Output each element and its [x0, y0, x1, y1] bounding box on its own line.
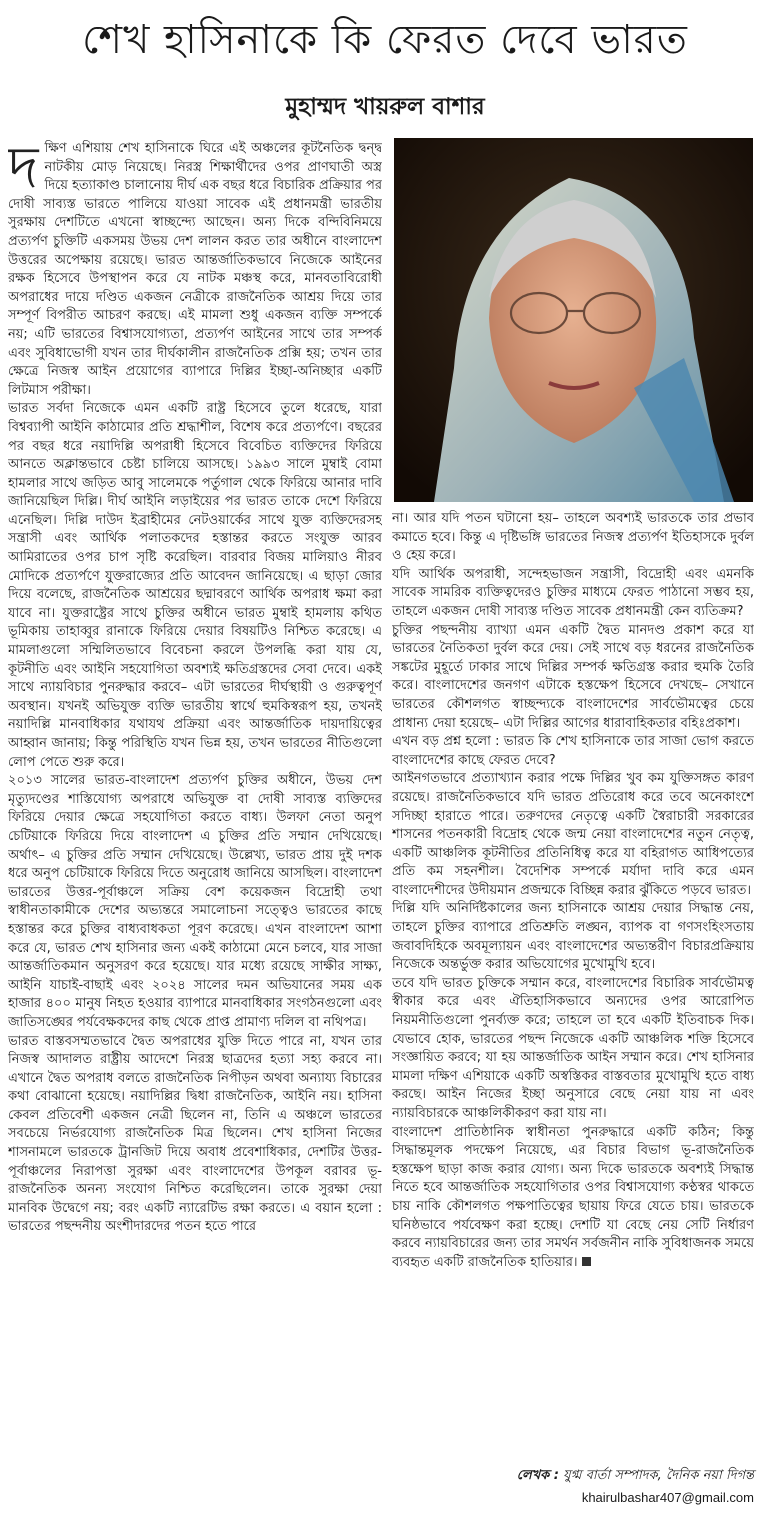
- paragraph-text: ক্ষিণ এশিয়ায় শেখ হাসিনাকে ঘিরে এই অঞ্চলের কূটনৈতিক দ্বন্দ্ব নাটকীয় মোড় নিয়েছে। নিরস্ত্র শিক্ষার্থীদের ওপর প্রাণঘাতী অস্ত্র দিয়ে হত্যাকাণ্ড চালানোয় দীর্ঘ এক বছর ধরে বিচারিক প্রক্রিয়ার পর দোষী সাব্যস্ত ভারতে পালিয়ে যাওয়া সাবেক এই প্রধানমন্ত্রী ভারতীয় সুরক্ষায় দেশটিতে এখনো স্বাচ্ছন্দ্যে আছেন। অন্য দিকে বন্দিবিনিময়ে প্রত্যর্পণ চুক্তিটি একসময় উভয় দেশ লালন করত তার অধীনে বাংলাদেশ উত্তরের অপেক্ষায় রয়েছে। ভারত আন্তর্জাতিকভাবে নিজেকে আইনের রক্ষক হিসেবে উপস্থাপন করে যে নাটক মঞ্চস্থ করে, মানবতাবিরোধী অপরাধের দায়ে দণ্ডিত একজন নেত্রীকে রাজনৈতিক আশ্রয় দিয়ে তার সম্পূর্ণ বিপরীত আচরণ করছে। এই মামলা শুধু একজন ব্যক্তি সম্পর্কে নয়; এটি ভারতের বিশ্বাসযোগ্যতা, প্রত্যর্পণ আইনের সাথে তার সম্পর্ক এবং সুবিধাভোগী যখন তার দীর্ঘকালীন রাজনৈতিক প্রক্সি হয়; তখন তার ক্ষেত্রে নিজস্ব আইন প্রয়োগের ব্যাপারে দিল্লির ইচ্ছা-অনিচ্ছার একটি লিটমাস পরীক্ষা।: [8, 141, 382, 398]
- article-column-left: [8, 140, 382, 1510]
- paragraph: [8, 140, 382, 400]
- end-mark-icon: [582, 1257, 591, 1266]
- paragraph: ২০১৩ সালের ভারত-বাংলাদেশ প্রত্যর্পণ চুক্তির অধীনে, উভয় দেশ মৃত্যুদণ্ডের শাস্তিযোগ্য অপরাধে অভিযুক্ত বা দোষী সাব্যস্ত ব্যক্তিদের ফিরিয়ে দেয়ার ক্ষেত্রে সহযোগিতা করতে বাধ্য। উলফা নেতা অনুপ চেটিয়াকে ফিরিয়ে দিয়ে বাংলাদেশ এ চুক্তির প্রতি সম্মান দেখিয়েছে। অর্থাৎ– এ চুক্তির প্রতি সম্মান দেখিয়েছে। উল্লেখ্য, ভারত প্রায় দুই দশক ধরে অনুপ চেটিয়াকে ফিরিয়ে দিতে অনুরোধ জানিয়ে আসছিল। বাংলাদেশ ভারতের উত্তর-পূর্বাঞ্চলে সক্রিয় বেশ কয়েকজন বিদ্রোহী তথা স্বাধীনতাকামীকে দেশের অভ্যন্তরে সমালোচনা সত্ত্বেও ভারতের কাছে হস্তান্তর করে চুক্তির বাধ্যবাধকতা পূরণ করেছে। এখন বাংলাদেশ আশা করে যে, ভারত শেখ হাসিনার জন্য একই কাঠামো মেনে চলবে, যার সাজা আন্তর্জাতিকমান অনুসরণ করে হয়েছে। যার মধ্যে রয়েছে সাক্ষীর সাক্ষ্য, আইনি যাচাই-বাছাই এবং ২০২৪ সালের দমন অভিযানের সময় এক হাজার ৪০০ মানুষ নিহত হওয়ার ব্যাপারে মানবাধিকার সংগঠনগুলো এবং জাতিসঙ্ঘের পর্যবেক্ষকদের কাছ থেকে প্রাপ্ত প্রামাণ্য দলিল বা নথিপত্র।: [8, 773, 382, 1030]
- headline: শেখ হাসিনাকে কি ফেরত দেবে ভারত: [82, 17, 688, 63]
- paragraph: না। আর যদি পতন ঘটানো হয়– তাহলে অবশ্যই ভারতকে তার প্রভাব কমাতে হবে। কিন্তু এ দৃষ্টিভঙ্গি ভারতের নিজস্ব প্রত্যর্পণ ইতিহাসকে দুর্বল ও হেয় করে।: [392, 511, 754, 564]
- portrait-photo: [394, 138, 753, 502]
- paragraph: দিল্লি যদি অনির্দিষ্টকালের জন্য হাসিনাকে আশ্রয় দেয়ার সিদ্ধান্ত নেয়, তাহলে চুক্তির ব্যাপারে প্রতিশ্রুতি লঙ্ঘন, ব্যাপক বা গণসংহিংসতায় জবাবদিহিকে অবমূল্যায়ন এবং বাংলাদেশের অভ্যন্তরীণ বিচারপ্রক্রিয়ায় নিজেকে অন্তর্ভুক্ত করার অভিযোগের মুখোমুখি হবে।: [392, 901, 754, 973]
- article-column-right: [392, 510, 754, 1465]
- paragraph: ভারত সর্বদা নিজেকে এমন একটি রাষ্ট্র হিসেবে তুলে ধরেছে, যারা বিশ্বব্যাপী আইনি কাঠামোর প্রতি শ্রদ্ধাশীল, বিশেষ করে প্রত্যর্পণে। বছরের পর বছর ধরে নয়াদিল্লি অপরাধী হিসেবে বিবেচিত ব্যক্তিদের ফিরিয়ে আনতে অক্লান্তভাবে চেষ্টা চালিয়ে আসছে। ১৯৯৩ সালে মুম্বাই বোমা হামলার সাথে জড়িত আবু সালেমকে পর্তুগাল থেকে ফিরিয়ে আনার দাবি জানিয়েছিল দিল্লি। দীর্ঘ আইনি লড়াইয়ের পর ভারত তাকে দেশে ফিরিয়ে এনেছিল। দিল্লি দাউদ ইব্রাহীমের নেটওয়ার্কের সাথে যুক্ত ব্যক্তিদেরসহ সন্ত্রাসী এবং আর্থিক পলাতকদের হস্তান্তর করতে সংযুক্ত আরব আমিরাতের ওপর চাপ সৃষ্টি করেছিল। বারবার বিজয় মালিয়াও নীরব মোদিকে প্রত্যর্পণে যুক্তরাজ্যের প্রতি আবেদন জানিয়েছে। এ ছাড়া জোর দিয়ে বলেছে, রাজনৈতিক আশ্রয়ের ছদ্মাবরণে আর্থিক অপরাধ ক্ষমা করা যাবে না। যুক্তরাষ্ট্রের সাথে চুক্তির অধীনে ভারত মুম্বাই হামলায় কথিত ভূমিকায় তাহাব্বুর রানাকে ফিরিয়ে দেয়ার বিষয়টিও নিশ্চিত করেছে। এ মামলাগুলো সম্মিলিতভাবে বিবেচনা করলে উপলব্ধি করা যায় যে, কূটনীতি এবং আইনি সহযোগিতা অবশ্যই ক্ষতিগ্রস্তদের সেবা দেবে। একই সাথে ন্যায়বিচার পুনরুদ্ধার করবে– এটা ভারতের দীর্ঘস্থায়ী ও গুরুত্বপূর্ণ অবস্থান। যখনই অভিযুক্ত ব্যক্তি ভারতীয় স্বার্থে হুমকিস্বরূপ হয়, তখনই নয়াদিল্লি মানবাধিকার যথাযথ প্রক্রিয়া এবং আন্তর্জাতিক দায়দায়িত্বের আহ্বান জানায়; কিন্তু পরিস্থিতি যখন ভিন্ন হয়, তখন ভারতের নীতিগুলো লোপ পেতে শুরু করে।: [8, 401, 382, 770]
- paragraph: এখন বড় প্রশ্ন হলো : ভারত কি শেখ হাসিনাকে তার সাজা ভোগ করতে বাংলাদেশের কাছে ফেরত দেবে?: [392, 734, 754, 768]
- paragraph: যদি আর্থিক অপরাধী, সন্দেহভাজন সন্ত্রাসী, বিদ্রোহী এবং এমনকি সাবেক সামরিক ব্যক্তিত্বদেরও চুক্তির মাধ্যমে ফেরত পাঠানো সম্ভব হয়, তাহলে একজন দোষী সাব্যস্ত দণ্ডিত সাবেক প্রধানমন্ত্রী কেন ব্যতিক্রম?: [392, 566, 754, 619]
- paragraph: [392, 1124, 754, 1273]
- paragraph-text: বাংলাদেশ প্রাতিষ্ঠানিক স্বাধীনতা পুনরুদ্ধারে একটি কঠিন; কিন্তু সিদ্ধান্তমূলক পদক্ষেপ নিয়েছে, এর বিচার বিভাগ ভূ-রাজনৈতিক হস্তক্ষেপ ছাড়া কাজ করার যোগ্য। অন্য দিকে ভারতকে অবশ্যই সিদ্ধান্ত নিতে হবে আন্তর্জাতিক সহযোগিতার ওপর বিশ্বাসযোগ্য কণ্ঠস্বর থাকতে চায় নাকি কৌশলগত পক্ষপাতিত্বের ছায়ায় ফিরে যেতে চায়। ভারতকে ঘনিষ্ঠভাবে পর্যবেক্ষণ করা হচ্ছে। দেশটি যা বেছে নেয় সেটি নির্ধারণ করবে ন্যায়বিচারের জন্য তার সমর্থন সর্বজনীন নাকি সুবিধাজনক সময়ে ব্যবহৃত একটি রাজনৈতিক হাতিয়ার।: [392, 1124, 754, 1270]
- paragraph: চুক্তির পছন্দনীয় ব্যাখ্যা এমন একটি দ্বৈত মানদণ্ড প্রকাশ করে যা ভারতের নৈতিকতা দুর্বল করে দেয়। সেই সাথে বড় ধরনের রাজনৈতিক সঙ্কটের মুহূর্তে ঢাকার সাথে দিল্লির সম্পর্ক ক্ষতিগ্রস্ত করার হুমকি তৈরি করে। বাংলাদেশের জনগণ এটাকে হস্তক্ষেপ হিসেবে দেখছে– সেখানে ভারতের কৌশলগত স্বাচ্ছন্দ্যকে বাংলাদেশের সার্বভৌমত্বের চেয়ে প্রাধান্য দেয়া হয়েছে– এটা দিল্লির আগের ধারাবাহিকতার বহিঃপ্রকাশ।: [392, 622, 754, 731]
- author-note: [392, 1466, 754, 1486]
- drop-cap: দ: [8, 140, 39, 201]
- byline: মুহাম্মদ খায়রুল বাশার: [285, 93, 485, 120]
- paragraph: ভারত বাস্তবসম্মতভাবে দ্বৈত অপরাধের যুক্তি দিতে পারে না, যখন তার নিজস্ব আদালত রাষ্ট্রীয় আদেশে নিরস্ত্র ছাত্রদের হত্যা সহ্য করবে না। এখানে দ্বৈত অপরাধ বলতে রাজনৈতিক নিপীড়ন অথবা অন্যায্য বিচারের কথা বোঝানো হয়েছে। নয়াদিল্লির দ্বিধা রাজনৈতিক, আইনি নয়। হাসিনা কেবল প্রতিবেশী একজন নেত্রী ছিলেন না, তিনি এ অঞ্চলে ভারতের সবচেয়ে নির্ভরযোগ্য রাজনৈতিক মিত্র ছিলেন। শেখ হাসিনা নিজের শাসনামলে ভারতকে ট্রানজিট দিয়ে অবাধ প্রবেশাধিকার, দেশটির উত্তর-পূর্বাঞ্চলের নিরাপত্তা সুরক্ষা এবং বাংলাদেশের উপকূল বরাবর ভূ-রাজনৈতিক অনন্য সংযোগ নিশ্চিত করেছিলেন। তাকে সুরক্ষা দেয়া মানবিক উদ্বেগে নয়; বরং একটি ন্যারেটিভ রক্ষা করতে। এ বয়ান হলো : ভারতের পছন্দনীয় অংশীদারদের পতন হতে পারে: [8, 1033, 382, 1235]
- author-label: লেখক :: [516, 1468, 560, 1483]
- author-title: যুগ্ম বার্তা সম্পাদক, দৈনিক নয়া দিগন্ত: [563, 1468, 754, 1483]
- paragraph: আইনগতভাবে প্রত্যাখ্যান করার পক্ষে দিল্লির খুব কম যুক্তিসঙ্গত কারণ রয়েছে। রাজনৈতিকভাবে যদি ভারত প্রতিরোধ করে তবে অনেকাংশে সদিচ্ছা হারাতে পারে। তরুণদের নেতৃত্বে একটি স্বৈরাচারী সরকারের শাসনের পতনকারী বিদ্রোহ থেকে জন্ম নেয়া বাংলাদেশের নতুন নেতৃত্ব, একটি আঞ্চলিক কূটনীতির প্রতিনিধিত্ব করে যা বহিরাগত আধিপত্যের প্রতি কম সহনশীল। বৈদেশিক সম্পর্কে মর্যাদা দাবি করে এমন বাংলাদেশীদের উদীয়মান প্রজন্মকে বিচ্ছিন্ন করার ঝুঁকিতে পড়বে ভারত।: [392, 771, 754, 898]
- author-email: khairulbashar407@gmail.com: [581, 1490, 754, 1505]
- paragraph: তবে যদি ভারত চুক্তিকে সম্মান করে, বাংলাদেশের বিচারিক সার্বভৌমত্ব স্বীকার করে এবং ঐতিহাসিকভাবে অন্যদের ওপর আরোপিত নিয়মনীতিগুলো পুনর্ব্যক্ত করে; তাহলে তা হবে একটি ইতিবাচক দিক। যেভাবে হোক, ভারতের পছন্দ নিজেকে একটি আঞ্চলিক শক্তি হিসেবে সংজ্ঞায়িত করবে; যা হয় আন্তর্জাতিক আইন সম্মান করে। শেখ হাসিনার মামলা দক্ষিণ এশিয়াকে একটি অস্বস্তিকর বাস্তবতার মুখোমুখি হতে বাধ্য করছে। আইন নিজের ইচ্ছা অনুসারে বেছে নেয়া যায় না এবং ন্যায়বিচারকে আঞ্চলিকীকরণ করা যায় না।: [392, 975, 754, 1121]
